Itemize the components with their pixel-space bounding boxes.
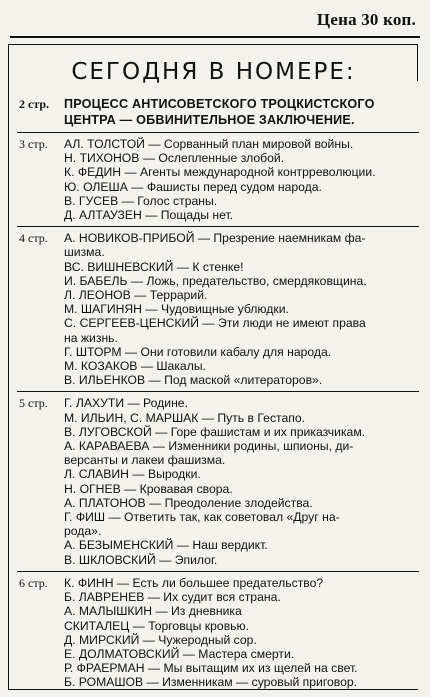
section-divider [17,391,419,392]
article-line: В. ГУСЕВ — Голос страны. [64,193,218,208]
top-rule [10,36,420,38]
page-number: 5 стр. [19,396,48,411]
contents-list [17,97,419,690]
article-line: А. КАРАВАЕВА — Изменники родины, шпионы, ди- [64,439,354,454]
article-line: В. ИЛЬЕНКОВ — Под маской «литераторов». [64,373,323,388]
article-line: АЛ. ТОЛСТОЙ — Сорванный план мировой войны. [64,137,354,151]
article-line: В. ШКЛОВСКИЙ — Эпилог. [64,552,218,567]
article-line: ВС. ВИШНЕВСКИЙ — К стенке! [64,259,244,274]
article-line: Г. ФИШ — Ответить так, как советовал «Друг на- [64,510,340,525]
article-line: версанты и лакеи фашизма. [64,453,226,468]
article-line: В. ЛУГОВСКОЙ — Горе фашистам и их приказчикам. [64,424,366,439]
article-line: М. КОЗАКОВ — Шакалы. [64,359,206,374]
page-number: 3 стр. [19,137,48,151]
article-line: Г. ЛАХУТИ — Родине. [64,396,188,411]
page-section [17,396,419,566]
section-divider [17,132,419,133]
page-section [17,231,419,387]
article-line: Л. ЛЕОНОВ — Террарий. [64,288,208,303]
article-line: К. ФИНН — Есть ли большее предательство? [64,575,324,590]
article-line: на жизнь. [64,330,118,345]
article-line: шизма. [64,245,105,260]
section-divider [17,226,419,227]
page-section [17,137,419,222]
article-line: Л. СЛАВИН — Выродки. [64,467,201,482]
page-number: 2 стр. [19,97,50,111]
article-line: Н. ТИХОНОВ — Ослепленные злобой. [64,151,285,166]
page-number: 4 стр. [19,231,48,246]
article-line: А. ПЛАТОНОВ — Преодоление злодейства. [64,495,313,510]
contents-box [8,44,418,690]
article-line: Е. ДОЛМАТОВСКИЙ — Мастера смерти. [64,646,295,661]
article-line: Д. АЛТАУЗЕН — Пощады нет. [64,208,234,223]
article-line: Б. ЛАВРЕНЕВ — Их судит вся страна. [64,590,281,605]
article-line: Д. МИРСКИЙ — Чужеродный сор. [64,632,257,647]
article-line: К. ФЕДИН — Агенты международной контрреволюции. [64,165,376,180]
headline-line: ЦЕНТРА — ОБВИНИТЕЛЬНОЕ ЗАКЛЮЧЕНИЕ. [64,112,355,127]
article-line: рода». [64,524,102,539]
page-section [17,576,419,690]
article-line: М. ИЛЬИН, С. МАРШАК — Путь в Гестапо. [64,410,306,425]
section-divider [17,571,419,572]
price-label: Цена 30 коп. [316,10,416,29]
article-line: А. МАЛЫШКИН — Из дневника [64,604,242,619]
article-line: Г. ШТОРМ — Они готовили кабалу для народа. [64,344,332,359]
article-line: М. ШАГИНЯН — Чудовищные ублюдки. [64,302,289,317]
page-number: 6 стр. [19,575,48,590]
article-line: А. БЕЗЫМЕНСКИЙ — Наш вердикт. [64,538,268,553]
article-line: Р. ФРАЕРМАН — Мы вытащим их из щелей на свет. [64,661,358,676]
article-line: С. СЕРГЕЕВ-ЦЕНСКИЙ — Эти люди не имеют права [64,316,366,331]
article-line: Б. РОМАШОВ — Изменникам — суровый приговор. [64,675,358,690]
article-line: СКИТАЛЕЦ — Торговцы кровью. [64,618,250,633]
headline-line: ПРОЦЕСС АНТИСОВЕТСКОГО ТРОЦКИСТСКОГО [64,97,375,111]
page-section [17,97,419,128]
article-line: А. НОВИКОВ-ПРИБОЙ — Презрение наемникам фа- [64,231,366,246]
article-line: Ю. ОЛЕША — Фашисты перед судом народа. [64,179,322,194]
section-title: СЕГОДНЯ В НОМЕРЕ: [71,59,356,85]
article-line: Н. ОГНЕВ — Кровавая свора. [64,481,233,496]
article-line: И. БАБЕЛЬ — Ложь, предательство, смердяковщина. [64,273,367,288]
